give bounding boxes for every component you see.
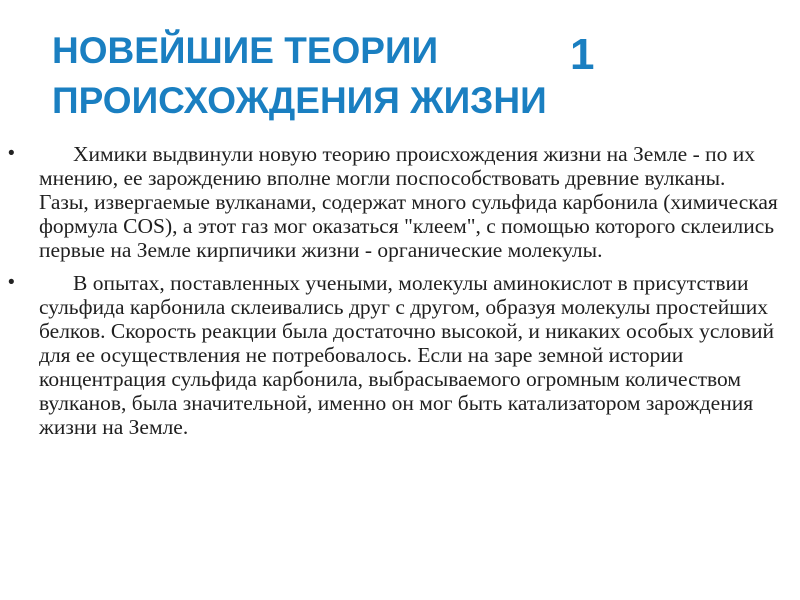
slide-title-line-2: ПРОИСХОЖДЕНИЯ ЖИЗНИ (52, 80, 547, 121)
bullet-icon: • (8, 272, 15, 293)
bullet-item-2 (8, 271, 778, 439)
slide-title-line-1: НОВЕЙШИЕ ТЕОРИИ (52, 30, 439, 71)
bullet-item-1 (8, 142, 778, 262)
bullet-paragraph-1: Химики выдвинули новую теорию происхождения жизни на Земле - по их мнению, ее зарождению вполне могли поспособствовать древние вулканы. Газы, извергаемые вулканами, содержат много сульфида карбонила (химическая формула COS), а этот газ мог оказаться "клеем", с помощью которого склеились первые на Земле кирпичики жизни - органические молекулы. (39, 142, 778, 262)
slide-number: 1 (570, 30, 595, 79)
bullet-paragraph-2: В опытах, поставленных учеными, молекулы аминокислот в присутствии сульфида карбонила склеивались друг с другом, образуя молекулы простейших белков. Скорость реакции была достаточно высокой, и никаких особых условий для ее осуществления не потребовалось. Если на заре земной истории концентрация сульфида карбонила, выбрасываемого огромным количеством вулканов, была значительной, именно он мог быть катализатором зарождения жизни на Земле. (39, 271, 775, 439)
bullet-icon: • (8, 143, 15, 164)
slide-title (52, 26, 612, 126)
bullet-list (8, 142, 778, 448)
